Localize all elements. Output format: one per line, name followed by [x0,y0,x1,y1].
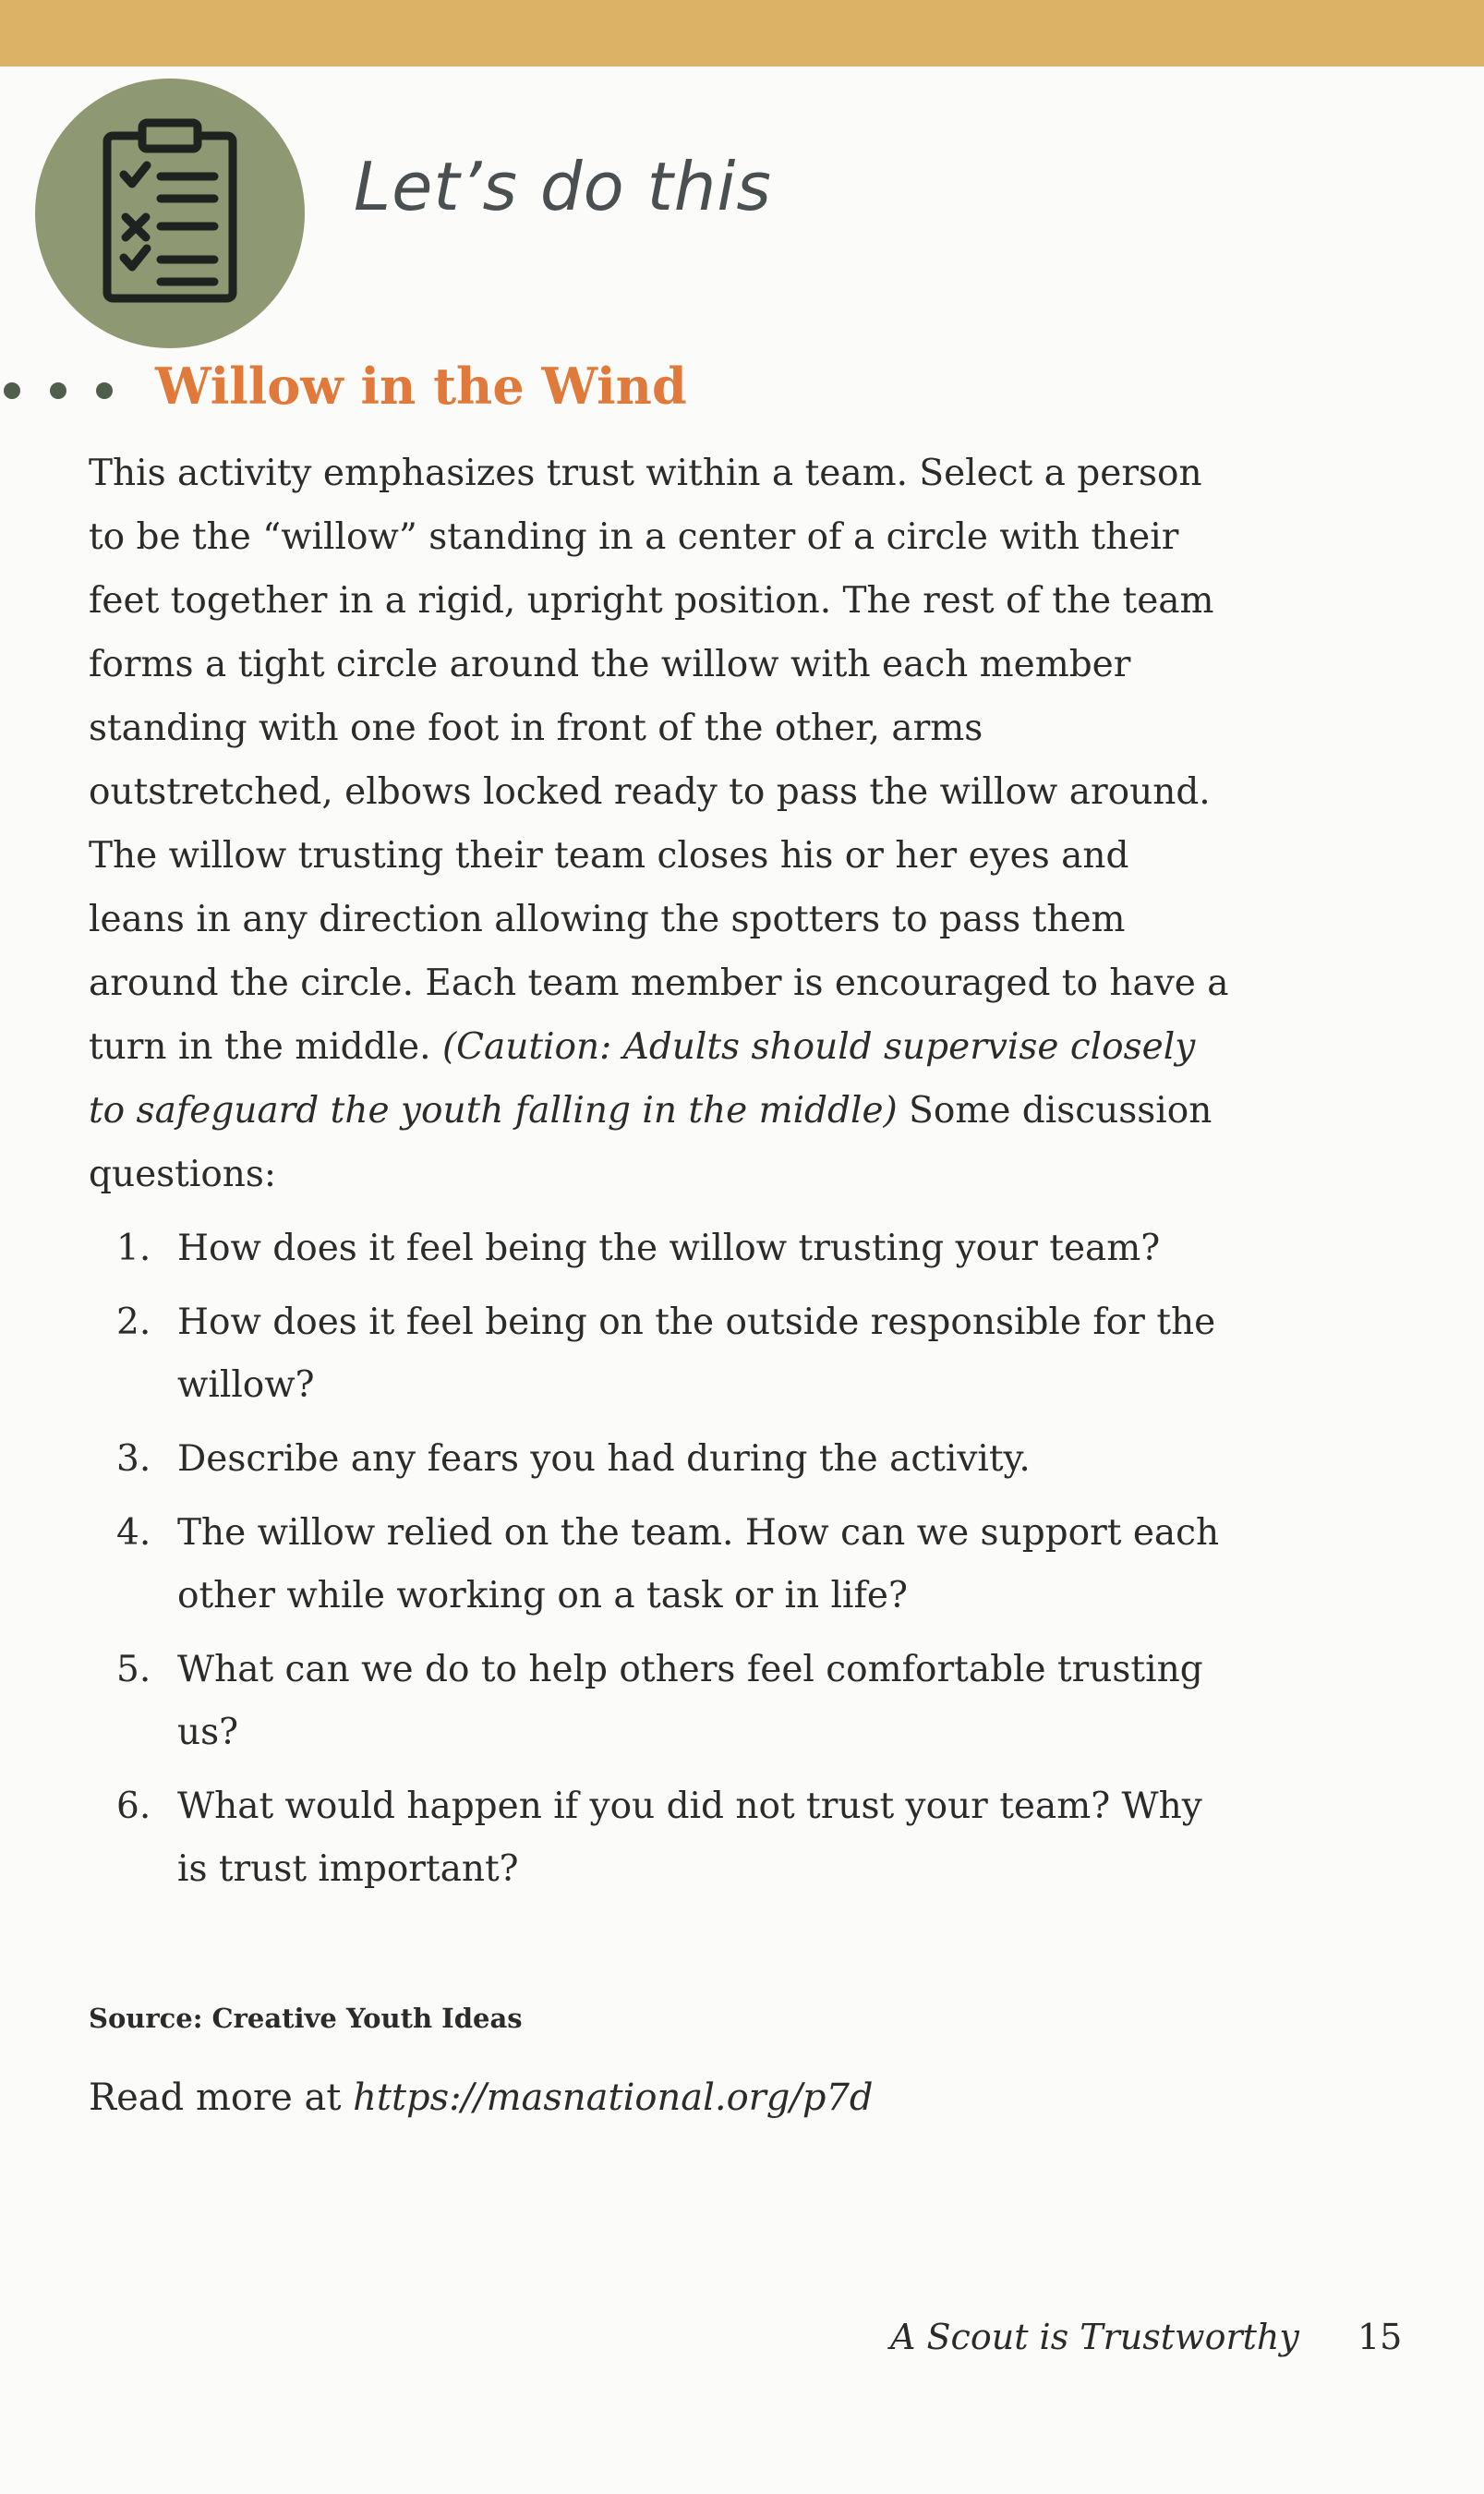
question-text: Describe any fears you had during the activity. [177,1438,1031,1480]
question-number: 1. [116,1228,151,1269]
bullet-dot [50,382,66,399]
page-number: 15 [1357,2317,1403,2357]
read-more-link[interactable]: https://masnational.org/p7d [353,2076,874,2119]
question-text: What can we do to help others feel comfortable trusting us? [177,1649,1203,1753]
question-item [89,1775,1234,1901]
question-number: 2. [116,1301,151,1343]
question-text: What would happen if you did not trust your team? Why is trust important? [177,1786,1202,1890]
question-number: 3. [116,1438,151,1480]
questions-intro: Some discussion questions: [89,1090,1213,1195]
question-item [89,1291,1234,1417]
question-text: The willow relied on the team. How can we support each other while working on a task or in life? [177,1512,1220,1616]
source-credit: Source: Creative Youth Ideas [89,2003,523,2034]
footer-title-part1: A Scout is [890,2317,1080,2357]
question-item [89,1217,1234,1280]
clipboard-checklist-icon [35,79,305,348]
question-number: 4. [116,1512,151,1554]
bullet-dot [4,382,20,399]
question-item [89,1502,1234,1628]
caution-note: (Caution: Adults should supervise closely to safeguard the youth falling in the middle) [89,1026,1196,1132]
bullet-dot [96,382,113,399]
question-item [89,1639,1234,1764]
section-label: Let’s do this [354,148,772,225]
discussion-questions [89,1217,1234,1912]
question-item [89,1428,1234,1491]
question-text: How does it feel being the willow trusting your team? [177,1228,1161,1269]
activity-title: Willow in the Wind [155,357,687,416]
read-more [89,2076,874,2119]
activity-description [89,442,1234,1206]
question-number: 6. [116,1786,151,1827]
top-color-band [0,0,1484,67]
footer-title-part2: Trustworthy [1080,2317,1299,2357]
activity-paragraph: This activity emphasizes trust within a team. Select a person to be the “willow” standing in a center of a circle with their feet together in a rigid, upright position. The rest of the team forms a tight circle around the willow with each member standing with one foot in front of the other, arms outstretched, elbows locked ready to pass the willow around. The willow trusting their team closes his or her eyes and leans in any direction allowing the spotters to pass them around the circle. Each team member is encouraged to have a turn in the middle. [89,453,1229,1068]
read-more-prefix: Read more at [89,2076,342,2119]
title-bullets [0,371,139,408]
footer-book-title [890,2317,1299,2357]
question-number: 5. [116,1649,151,1690]
section-badge [35,79,305,348]
question-text: How does it feel being on the outside responsible for the willow? [177,1301,1216,1406]
